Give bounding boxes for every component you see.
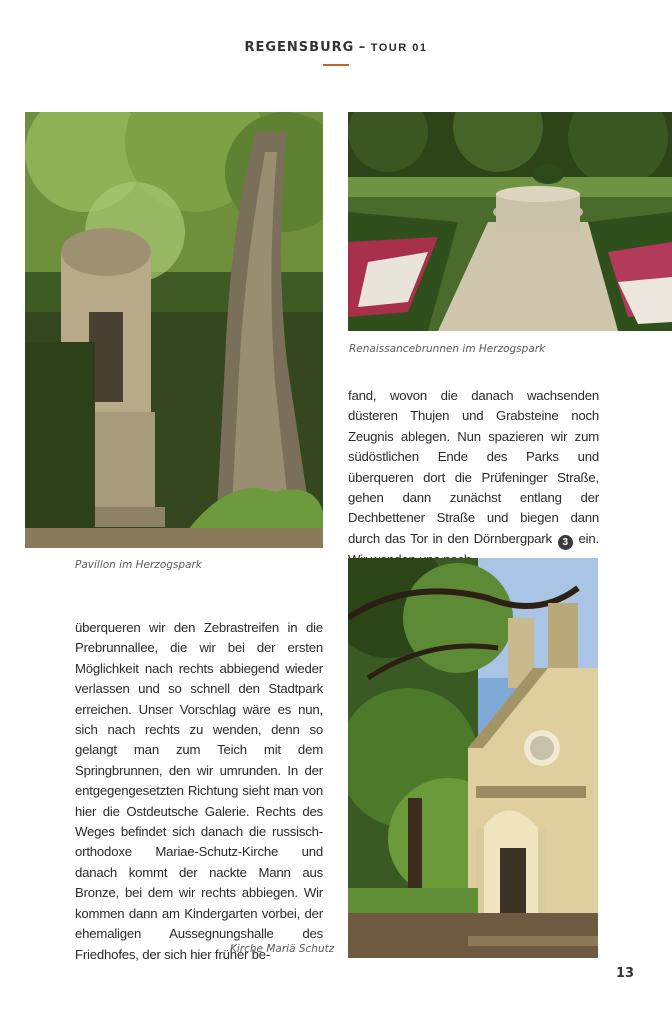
location-marker: 3 bbox=[558, 535, 573, 550]
running-header bbox=[0, 38, 672, 66]
text-left-paragraph: überqueren wir den Zebrastreifen in die Prebrunnallee, die wir bei der ersten Möglichkeit nach rechts abbiegend wieder verlassen und so schnell den Stadtpark erreichen. Unser Vorschlag wäre es nun, sich nach rechts zu wenden, denn so gelangt man zum Teich mit dem Springbrunnen, den wir umrunden. In der entgegengesetzten Richtung sieht man von hier die Ostdeutsche Galerie. Rechts des Weges befindet sich danach die russisch-orthodoxe Mariae-Schutz-Kirche und danach kommt der nackte Mann aus Bronze, bei dem wir rechts abbiegen. Wir kommen dann am Kindergarten vorbei, der ehemaligen Aussegnungshalle des Friedhofes, der sich hier früher be- bbox=[75, 620, 323, 962]
text-right-column bbox=[348, 386, 599, 570]
photo-kirche bbox=[348, 558, 598, 958]
header-title: REGENSBURG bbox=[244, 40, 355, 55]
page-number: 13 bbox=[616, 966, 635, 981]
pavillon-image bbox=[25, 112, 323, 548]
text-right-paragraph bbox=[348, 386, 599, 570]
photo-pavillon bbox=[25, 112, 323, 548]
text-right-part-2: ein. bbox=[578, 530, 599, 546]
kirche-image bbox=[348, 558, 598, 958]
header-rule bbox=[323, 64, 349, 66]
caption-pavillon: Pavillon im Herzogspark bbox=[75, 559, 202, 571]
header-subtitle: TOUR 01 bbox=[370, 42, 428, 54]
caption-brunnen: Renaissancebrunnen im Herzogspark bbox=[349, 343, 546, 355]
text-right-part-1: fand, wovon die danach wachsenden düsteren Thujen und Grabsteine noch Zeugnis ablegen. Nun spazieren wir zum südöstlichen Ende des Parks und überqueren dort die Prüfeninger Straße, gehen dann zunächst entlang der Dechbettener Straße und biegen dann durch das Tor in den Dörnbergpark bbox=[348, 388, 599, 546]
brunnen-image bbox=[348, 112, 672, 331]
text-left-column bbox=[75, 618, 323, 965]
header-separator: – bbox=[358, 40, 367, 55]
photo-brunnen bbox=[348, 112, 672, 331]
caption-kirche: Kirche Mariä Schutz bbox=[230, 943, 335, 955]
